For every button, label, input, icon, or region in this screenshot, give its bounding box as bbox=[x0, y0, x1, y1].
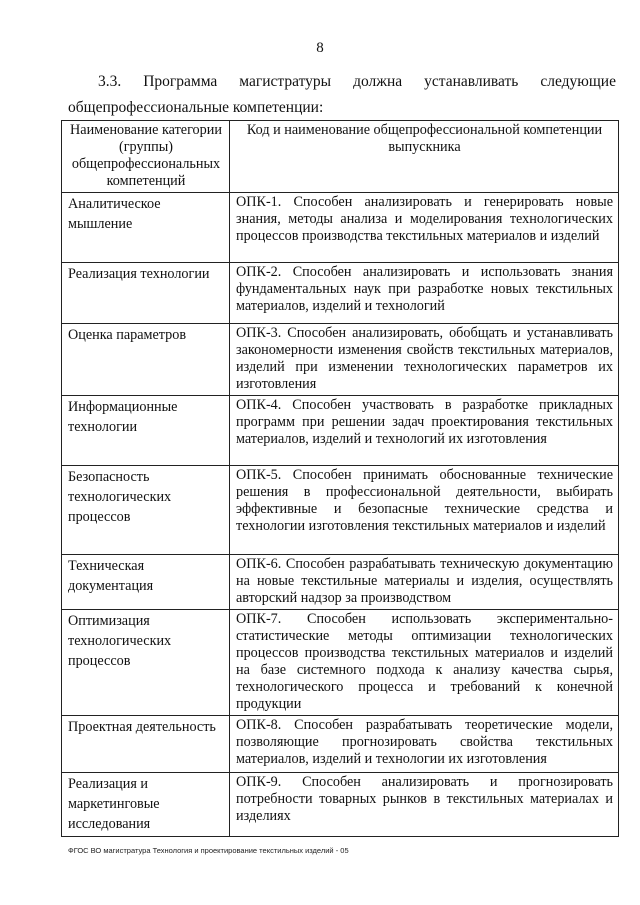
category-cell: Проектная деятельность bbox=[62, 716, 230, 773]
table-row bbox=[62, 324, 619, 396]
competency-cell: ОПК-3. Способен анализировать, обобщать и устанавливать закономерности изменения свойств текстильных материалов, изделий при изменении технологических параметров их изготовления bbox=[230, 324, 619, 396]
intro-word: 3.3. bbox=[98, 73, 122, 90]
table-row bbox=[62, 263, 619, 324]
competency-cell: ОПК-4. Способен участвовать в разработке прикладных программ при решении задач проектирования текстильных материалов, изделий и технологий их изготовления bbox=[230, 396, 619, 466]
intro-line-2: общепрофессиональные компетенции: bbox=[68, 99, 324, 116]
category-cell: Реализация технологии bbox=[62, 263, 230, 324]
competency-cell: ОПК-2. Способен анализировать и использовать знания фундаментальных наук при разработке новых текстильных материалов, изделий и технологий bbox=[230, 263, 619, 324]
intro-word: магистратуры bbox=[239, 73, 332, 90]
header-competency: Код и наименование общепрофессиональной компетенции выпускника bbox=[230, 121, 619, 193]
competency-cell: ОПК-7. Способен использовать экспериментально-статистические методы оптимизации технологических процессов производства текстильных материалов и изделий на базе системного подхода к анализу качества сырья, технологического процесса и требований к конечной продукции bbox=[230, 610, 619, 716]
competency-cell: ОПК-1. Способен анализировать и генерировать новые знания, методы анализа и моделирования технологических процессов производства текстильных материалов и изделий bbox=[230, 193, 619, 263]
competencies-table bbox=[61, 120, 619, 837]
category-cell: Оценка параметров bbox=[62, 324, 230, 396]
category-cell: Оптимизация технологических процессов bbox=[62, 610, 230, 716]
category-cell: Реализация и маркетинговые исследования bbox=[62, 773, 230, 837]
table-row bbox=[62, 396, 619, 466]
intro-word: должна bbox=[353, 73, 403, 90]
table-row bbox=[62, 555, 619, 610]
intro-word: Программа bbox=[143, 73, 218, 90]
page-number: 8 bbox=[316, 40, 324, 56]
competency-cell: ОПК-9. Способен анализировать и прогнозировать потребности товарных рынков в текстильных материалах и изделиях bbox=[230, 773, 619, 837]
competency-cell: ОПК-5. Способен принимать обоснованные технические решения в профессиональной деятельности, выбирать эффективные и безопасные технические средства и технологии изготовления текстильных материалов и изделий bbox=[230, 466, 619, 555]
intro-word: следующие bbox=[540, 73, 616, 90]
category-cell: Техническая документация bbox=[62, 555, 230, 610]
intro-word: устанавливать bbox=[424, 73, 519, 90]
category-cell: Аналитическое мышление bbox=[62, 193, 230, 263]
table-row bbox=[62, 466, 619, 555]
table-row bbox=[62, 716, 619, 773]
competency-cell: ОПК-8. Способен разрабатывать теоретические модели, позволяющие прогнозировать свойства текстильных материалов, изделий и технологии их изготовления bbox=[230, 716, 619, 773]
page-footer: ФГОС ВО магистратура Технология и проектирование текстильных изделий - 05 bbox=[68, 846, 349, 855]
table-row bbox=[62, 610, 619, 716]
table-header-row bbox=[62, 121, 619, 193]
header-category: Наименование категории (группы) общепрофессиональных компетенций bbox=[62, 121, 230, 193]
table-row bbox=[62, 773, 619, 837]
category-cell: Безопасность технологических процессов bbox=[62, 466, 230, 555]
section-intro bbox=[68, 69, 616, 121]
table-row bbox=[62, 193, 619, 263]
category-cell: Информационные технологии bbox=[62, 396, 230, 466]
competency-cell: ОПК-6. Способен разрабатывать техническую документацию на новые текстильные материалы и изделия, осуществлять авторский надзор за производством bbox=[230, 555, 619, 610]
intro-line-1 bbox=[68, 69, 616, 95]
